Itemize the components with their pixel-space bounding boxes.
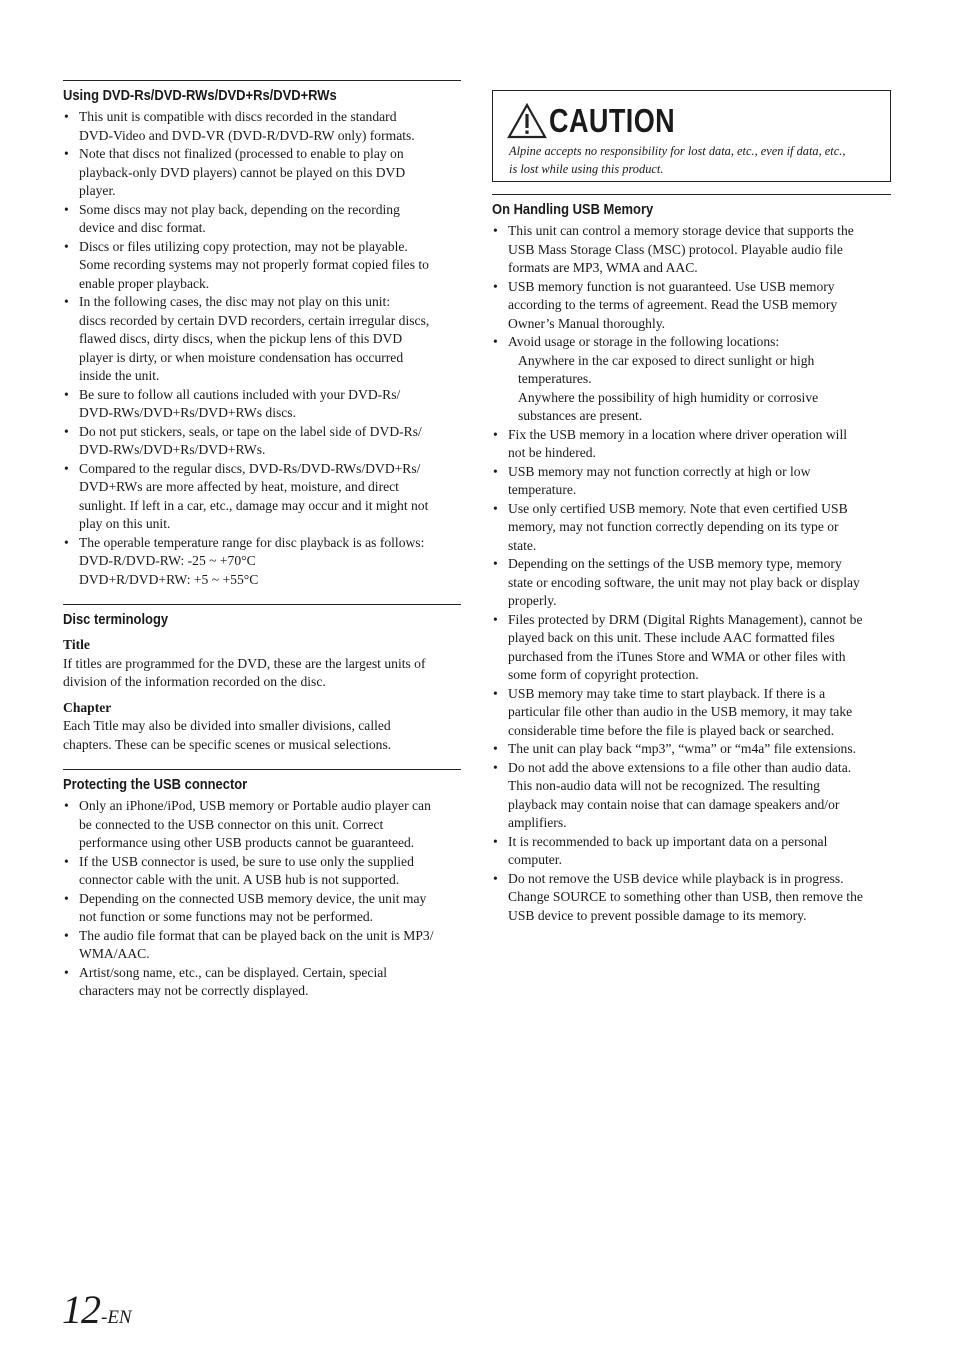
text-line: properly.	[508, 593, 557, 608]
text-line: • Some discs may not play back, depending on the recording	[79, 201, 400, 217]
text-line: playback may contain noise that can damage speakers and/or	[508, 796, 840, 812]
left-column	[63, 80, 461, 1016]
text-line: DVD-RWs/DVD+Rs/DVD+RWs discs.	[79, 405, 296, 420]
list-item	[63, 534, 461, 590]
text-line: be connected to the USB connector on this unit. Correct	[79, 816, 384, 832]
text-line: • USB memory function is not guaranteed. Use USB memory	[508, 278, 835, 294]
section-heading: Protecting the USB connector	[63, 777, 248, 793]
text-line: Alpine accepts no responsibility for lost data, etc., even if data, etc.,	[509, 144, 846, 158]
text-line: DVD-RWs/DVD+Rs/DVD+RWs.	[79, 442, 266, 457]
text-line: Some recording systems may not properly format copied files to	[79, 257, 429, 272]
text-line: computer.	[508, 852, 562, 867]
text-line: • Artist/song name, etc., can be displayed. Certain, special	[79, 964, 388, 980]
text-line: inside the unit.	[79, 368, 160, 383]
text-line-indented: temperatures.	[518, 371, 592, 386]
text-line: • Only an iPhone/iPod, USB memory or Portable audio player can	[79, 798, 431, 813]
text-line: playback-only DVD players) cannot be played on this DVD	[79, 164, 406, 180]
list-item	[492, 870, 891, 926]
text-line: state or encoding software, the unit may not play back or display	[508, 574, 860, 590]
text-line: • In the following cases, the disc may not play on this unit:	[79, 294, 391, 309]
text-line: particular file other than audio in the USB memory, it may take	[508, 704, 853, 719]
text-line: not be hindered.	[508, 445, 596, 460]
list-item	[63, 201, 461, 238]
page-number	[62, 1286, 132, 1334]
list-item	[492, 426, 891, 463]
text-line: • If the USB connector is used, be sure to use only the supplied	[79, 853, 414, 869]
section-heading: Disc terminology	[63, 612, 169, 628]
text-line: • This unit can control a memory storage device that supports the	[508, 223, 854, 238]
list-item	[63, 853, 461, 890]
text-line: • Depending on the connected USB memory device, the unit may	[79, 890, 427, 906]
text-line: performance using other USB products cannot be guaranteed.	[79, 835, 415, 850]
text-line: according to the terms of agreement. Read the USB memory	[508, 297, 838, 312]
bullet-list	[492, 222, 891, 925]
text-line: sunlight. If left in a car, etc., damage may occur and it might not	[79, 497, 429, 513]
page-language-suffix: -EN	[101, 1307, 132, 1328]
text-line-indented: substances are present.	[518, 408, 643, 423]
text-line: play on this unit.	[79, 516, 171, 531]
text-line: played back on this unit. These include AAC formatted files	[508, 630, 835, 645]
page-number-value: 12	[62, 1287, 100, 1332]
text-line: DVD+R/DVD+RW: +5 ~ +55°C	[79, 571, 259, 587]
text-line: memory, may not function correctly depending on its type or	[508, 519, 839, 534]
text-line: chapters. These can be specific scenes or musical selections.	[63, 736, 392, 752]
list-item	[492, 740, 891, 759]
warning-triangle-icon	[507, 103, 547, 139]
list-item	[63, 423, 461, 460]
text-line: • Fix the USB memory in a location where driver operation will	[508, 426, 848, 442]
text-line: state.	[508, 537, 537, 553]
list-item	[63, 797, 461, 853]
text-line: • Do not put stickers, seals, or tape on the label side of DVD-Rs/	[79, 423, 422, 439]
text-line: • Depending on the settings of the USB memory type, memory	[508, 556, 842, 571]
list-item	[492, 278, 891, 334]
section-handling-usb-memory	[492, 194, 891, 925]
text-line: Change SOURCE to something other than USB, then remove the	[508, 889, 863, 904]
text-line: flawed discs, dirty discs, when the pickup lens of this DVD	[79, 331, 403, 346]
text-line: • Note that discs not finalized (processed to enable to play on	[79, 146, 404, 161]
text-line: considerable time before the file is played back or searched.	[508, 722, 835, 738]
subheading-chapter: Chapter	[63, 699, 112, 715]
text-line: division of the information recorded on the disc.	[63, 674, 326, 689]
text-line: • Files protected by DRM (Digital Rights Management), cannot be	[508, 611, 863, 627]
caution-title: CAUTION	[549, 102, 676, 139]
title-description	[63, 655, 461, 692]
text-line: • Discs or files utilizing copy protection, may not be playable.	[79, 238, 408, 254]
text-line: USB device to prevent possible damage to its memory.	[508, 907, 807, 923]
text-line: characters may not be correctly displayed.	[79, 983, 309, 998]
text-line: • It is recommended to back up important data on a personal	[508, 833, 828, 849]
section-heading: On Handling USB Memory	[492, 202, 654, 218]
text-line: connector cable with the unit. A USB hub is not supported.	[79, 872, 400, 887]
text-line: not function or some functions may not be performed.	[79, 909, 374, 924]
text-line: WMA/AAC.	[79, 946, 150, 961]
text-line: • Use only certified USB memory. Note that even certified USB	[508, 500, 848, 516]
list-item	[492, 685, 891, 741]
text-line: • This unit is compatible with discs recorded in the standard	[79, 109, 397, 124]
text-line: If titles are programmed for the DVD, these are the largest units of	[63, 655, 426, 671]
text-line: is lost while using this product.	[509, 161, 664, 176]
list-item	[492, 555, 891, 611]
list-item	[492, 611, 891, 685]
list-item	[492, 759, 891, 833]
section-disc-terminology	[63, 604, 461, 754]
list-item	[492, 463, 891, 500]
list-item	[492, 222, 891, 278]
list-item	[63, 293, 461, 386]
chapter-description	[63, 717, 461, 754]
caution-text	[509, 143, 882, 178]
list-item	[63, 386, 461, 423]
text-line: • Be sure to follow all cautions included with your DVD-Rs/	[79, 386, 401, 402]
caution-title-row	[507, 101, 882, 141]
list-item	[63, 964, 461, 1001]
text-line: • USB memory may take time to start playback. If there is a	[508, 685, 826, 701]
text-line: • Avoid usage or storage in the following locations:	[508, 334, 780, 349]
text-line: player.	[79, 183, 116, 198]
list-item	[63, 145, 461, 201]
text-line: formats are MP3, WMA and AAC.	[508, 260, 698, 275]
text-line: device and disc format.	[79, 220, 206, 235]
text-line: • The operable temperature range for disc playback is as follows:	[79, 534, 425, 550]
list-item	[63, 890, 461, 927]
text-line: DVD+RWs are more affected by heat, moisture, and direct	[79, 479, 399, 494]
text-line: • USB memory may not function correctly at high or low	[508, 463, 811, 479]
text-line: some form of copyright protection.	[508, 667, 699, 682]
text-line: • Do not remove the USB device while playback is in progress.	[508, 870, 844, 886]
subheading-title: Title	[63, 637, 90, 652]
text-line: discs recorded by certain DVD recorders, certain irregular discs,	[79, 312, 430, 328]
list-item	[492, 833, 891, 870]
text-line-indented: Anywhere in the car exposed to direct sunlight or high	[518, 352, 815, 368]
text-line: USB Mass Storage Class (MSC) protocol. Playable audio file	[508, 241, 843, 257]
text-line: • Do not add the above extensions to a file other than audio data.	[508, 759, 852, 775]
list-item	[492, 333, 891, 426]
bullet-list	[63, 108, 461, 589]
text-line: amplifiers.	[508, 815, 567, 830]
text-line: • The unit can play back “mp3”, “wma” or “m4a” file extensions.	[508, 741, 857, 756]
text-line: Each Title may also be divided into smaller divisions, called	[63, 718, 391, 733]
text-line-indented: Anywhere the possibility of high humidity or corrosive	[518, 389, 819, 405]
caution-box	[492, 90, 891, 182]
text-line: Owner’s Manual thoroughly.	[508, 315, 666, 331]
text-line: • Compared to the regular discs, DVD-Rs/DVD-RWs/DVD+Rs/	[79, 460, 421, 476]
section-heading: Using DVD-Rs/DVD-RWs/DVD+Rs/DVD+RWs	[63, 88, 337, 104]
text-line: player is dirty, or when moisture condensation has occurred	[79, 349, 404, 365]
right-column	[492, 80, 891, 940]
section-using-dvd-rs	[63, 80, 461, 589]
list-item	[63, 108, 461, 145]
text-line: temperature.	[508, 482, 577, 497]
list-item	[63, 927, 461, 964]
text-line: • The audio file format that can be played back on the unit is MP3/	[79, 927, 434, 943]
text-line: This non-audio data will not be recognized. The resulting	[508, 778, 820, 793]
text-line: enable proper playback.	[79, 275, 210, 291]
list-item	[63, 460, 461, 534]
text-line: DVD-Video and DVD-VR (DVD-R/DVD-RW only) formats.	[79, 127, 415, 143]
list-item	[63, 238, 461, 294]
text-line: purchased from the iTunes Store and WMA or other files with	[508, 648, 846, 664]
text-line: DVD-R/DVD-RW: -25 ~ +70°C	[79, 553, 256, 568]
section-protecting-usb-connector	[63, 769, 461, 1001]
bullet-list	[63, 797, 461, 1001]
list-item	[492, 500, 891, 556]
